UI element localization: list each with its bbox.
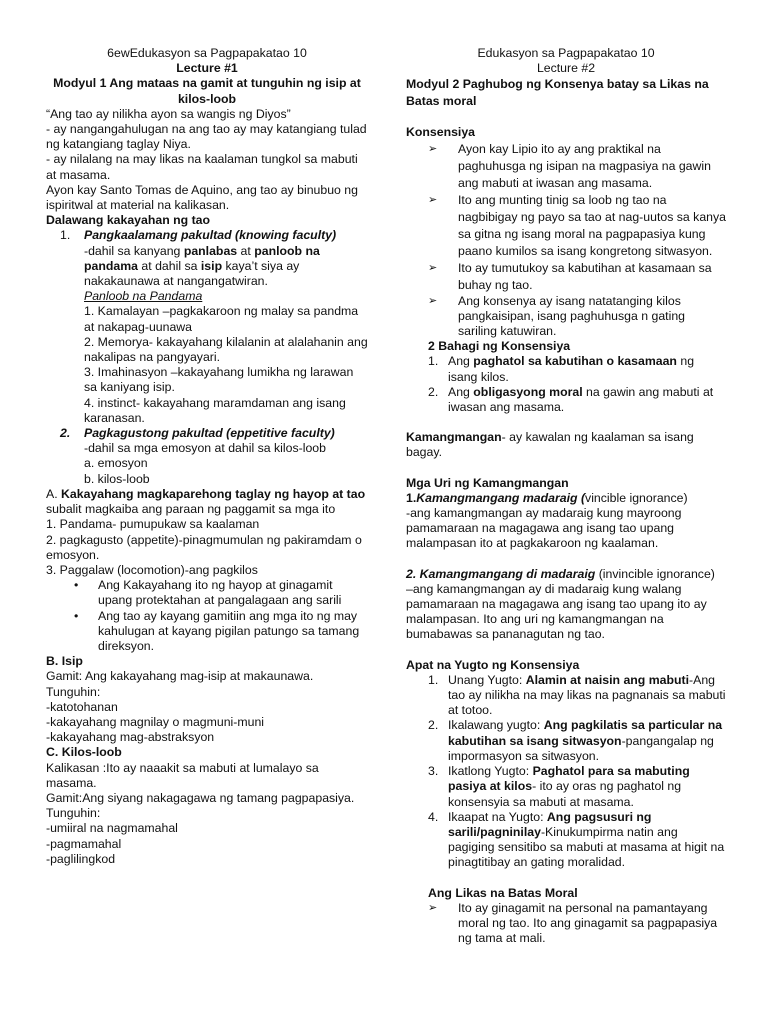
faculty-title: Pagkagustong pakultad (eppetitive faculty) [84,426,335,441]
arrow-bullet-icon: ➢ [428,193,438,206]
yugto-text [448,673,726,719]
bahagi-item [406,385,726,415]
a-list-item: 1. Pandama- pumupukaw sa kaalaman [46,517,260,532]
yugto-item [406,673,726,719]
text-run: na gawin ang mabuti at iwasan ang masama. [448,384,714,415]
paragraph-1: - ay nangangahulugan na ang tao ay may katangiang tulad ng katangiang taglay Niya. [46,122,367,152]
lecture-2-number: Lecture #2 [536,61,596,76]
text-run: at [237,243,255,258]
kamangmangan-definition [406,430,726,460]
text-run: Ang [448,384,474,399]
isip-tunguhin-item: -kakayahang mag-abstraksyon [46,730,215,745]
item-number: 1. [428,354,439,369]
konsensiya-heading: Konsensiya [406,125,476,140]
arrow-bullet-icon: ➢ [428,142,438,155]
isip-gamit: Gamit: Ang kakayahang mag-isip at makaunawa. [46,669,314,684]
kilos-loob-tunguhin-item: -pagmamahal [46,836,122,851]
bullet-dot-icon: • [74,608,79,623]
item-number: 2. [60,426,71,441]
kilos-loob-tunguhin-item: -paglilingkod [46,851,116,866]
text-run: subalit magkaiba ang paraan ng paggamit sa mga ito [46,502,336,517]
item-number: 4. [428,809,439,824]
bahagi-text [448,385,726,415]
text-run: -Kinukumpirma natin ang pagiging sensitibo sa mabuti at masama at higit na pinagtitibay an gating moralidad. [448,824,725,870]
text-run-bold: Kakayahang magkaparehong taglay ng hayop at tao [61,486,366,501]
module-1-title: Modyul 1 Ang mataas na gamit at tunguhin ng isip at kilos-loob [53,76,361,106]
text-run: Ikaapat na Yugto: [448,809,547,824]
kilos-loob-gamit: Gamit:Ang siyang nakagagawa ng tamang pagpapasiya. [46,790,355,805]
yugto-item [406,718,726,764]
konsensiya-text: Ang konsenya ay isang natatanging kilos pangkaisipan, isang paghuhusga n gating sariling katuwiran. [458,293,685,339]
bahagi-text [448,354,726,384]
text-run-bold: Alamin at naisin ang mabuti [525,672,690,687]
tunguhin-label: Tunguhin: [46,684,101,699]
text-run: Unang Yugto: [448,672,526,687]
lecture-2-title: Edukasyon sa Pagpapakatao 10 [477,46,655,60]
likas-item [406,901,726,947]
uri-1-definition: -ang kamangmangan ay madaraig kung mayroong pamamaraan na magagawa ang isang tao upang malampasan ito at pagkakaroon ng kaalaman. [406,506,682,551]
isip-tunguhin-item: -katotohanan [46,699,118,714]
pandama-item: 4. instinct- kakayahang maramdaman ang isang karanasan. [84,395,346,425]
isip-tunguhin-item: -kakayahang magnilay o magmuni-muni [46,714,265,729]
yugto-item [406,810,726,871]
yugto-item [406,764,726,810]
yugto-text [448,810,726,871]
module-2-title: Modyul 2 Paghubog ng Konsenya batay sa Likas na Batas moral [406,77,709,109]
term: Kamangmangan [406,430,502,445]
text-run-bold: Paghatol para sa mabuting pasiya at kilos [448,764,690,794]
uri-2-title [406,567,726,582]
text-run-bold: isip [200,258,223,273]
item-number: 1. [428,672,439,687]
arrow-bullet-icon: ➢ [428,261,438,274]
lecture-1-column [46,46,368,867]
arrow-bullet-icon: ➢ [428,901,438,914]
pandama-item: 2. Memorya- kakayahang kilalanin at alalahanin ang nakalipas na pangyayari. [84,334,368,365]
section-b-heading: B. Isip [46,654,83,669]
konsensiya-item [406,192,726,260]
bullet-text: Ang Kakayahang ito ng hayop at ginagamit upang protektahan at pangalagaan ang sarili [98,578,342,608]
text-run: A. [46,486,62,501]
pandama-item: 3. Imahinasyon –kakayahang lumikha ng larawan sa kaniyang isip. [84,365,354,395]
english-term: vincible ignorance) [585,490,688,505]
uri-2-definition: –ang kamangmangan ay di madaraig kung walang pamamaraan na magagawa ang isang tao upang ito ay malampasan. Ito ang uri ng kamangmangan na bumabawas sa pananagutan ng tao. [406,581,707,642]
konsensiya-item [406,260,726,294]
pandama-item: 1. Kamalayan –pagkakaroon ng malay sa pandma at nakapag-uunawa [84,304,359,334]
item-number: 2. [428,384,439,399]
text-run: kaya’t siya ay nakakaunawa at nangangatwiran. [84,258,300,289]
item-number: 3. [428,764,439,779]
bullet-dot-icon: • [74,578,79,593]
term: Kamangmangang madaraig ( [416,490,586,505]
likas-text: Ito ay ginagamit na personal na pamantayang moral ng tao. Ito ang ginagamit sa pagpapasiya ng tama at mali. [458,900,718,946]
text-run: Ikalawang yugto: [448,718,544,733]
text-run: -pangangalap ng impormasyon sa sitwasyon. [448,733,714,763]
kilos-loob-tunguhin-item: -umiiral na nagmamahal [46,821,178,836]
text-run: at dahil sa [138,258,201,273]
a-list-item: 3. Paggalaw (locomotion)-ang pagkilos [46,562,258,577]
konsensiya-text: Ito ang munting tinig sa loob ng tao na nagbibigay ng payo sa tao at nag-uutos sa kanya sa gitna ng isang moral na pagpapasiya kung paano kumilos sa isang kongretong sitwasyon. [458,192,726,258]
paragraph-3: Ayon kay Santo Tomas de Aquino, ang tao ay binubuo ng ispiritwal at material na kalikasan. [46,182,358,213]
text-run-bold: obligasyong moral [473,384,583,399]
konsensiya-text: Ayon kay Lipio ito ay ang praktikal na paghuhusga ng isipan na magpasiya na gawin ang mabuti at iwasan ang masama. [458,141,711,190]
sub-item: b. kilos-loob [84,471,150,486]
a-list-item: 2. pagkagusto (appetite)-pinagmumulan ng pakiramdam o emosyon. [46,532,362,562]
text-run: -Ang tao ay nilikha na may likas na pagnanais sa mabuti at totoo. [448,672,726,718]
term: 2. Kamangmangang di madaraig [406,566,596,581]
lecture-1-number: Lecture #1 [176,61,238,76]
faculty-title: Pangkaalamang pakultad (knowing faculty) [84,228,337,243]
text-run-bold: panloob na pandama [84,243,320,273]
text-run: Ikatlong Yugto: [448,764,533,779]
arrow-bullet-icon: ➢ [428,294,438,307]
text-run: - ito ay oras ng paghatol ng konsensyia sa mabuti at masama. [448,779,682,809]
paragraph-2: - ay nilalang na may likas na kaalaman tungkol sa mabuti at masama. [46,152,358,182]
bullet-text: Ang tao ay kayang gamitiin ang mga ito ng may kahulugan at kayang pigilan patungo sa tamang direksyon. [98,608,360,653]
spacer [406,552,726,567]
section-a-heading [46,487,368,517]
konsensiya-text: Ito ay tumutukoy sa kabutihan at kasamaan sa buhay ng tao. [458,260,712,292]
dalawang-kakayahan-heading: Dalawang kakayahan ng tao [46,213,211,228]
uri-1-title [406,491,726,506]
spacer [406,871,726,886]
likas-heading: Ang Likas na Batas Moral [428,885,578,900]
sub-item: a. emosyon [84,456,148,471]
faculty-item-1 [46,228,368,426]
tunguhin-label: Tunguhin: [46,806,101,821]
faculty-description: -dahil sa mga emosyon at dahil sa kilos-loob [84,441,326,456]
faculty-item-2 [46,426,368,487]
yugto-heading: Apat na Yugto ng Konsensiya [406,657,580,672]
definition: - ay kawalan ng kaalaman sa isang bagay. [406,430,694,460]
spacer [406,415,726,430]
konsensiya-item [406,141,726,192]
text-run-bold: panlabas [183,243,238,258]
yugto-text [448,718,726,764]
faculty-description [84,244,368,290]
section-c-heading: C. Kilos-loob [46,745,122,760]
quote: “Ang tao ay nilikha ayon sa wangis ng Diyos” [46,106,291,121]
spacer [406,643,726,658]
konsensiya-item [406,294,726,340]
lecture-2-column [406,46,726,946]
uri-heading: Mga Uri ng Kamangmangan [406,475,569,490]
lecture-1-title: 6ewEdukasyon sa Pagpapakatao 10 [107,46,307,60]
text-run: -dahil sa kanyang [84,243,184,258]
bahagi-item [406,354,726,384]
kilos-loob-kalikasan: Kalikasan :Ito ay naaakit sa mabuti at lumalayo sa masama. [46,760,319,790]
yugto-text [448,764,726,810]
item-number: 1. [60,228,71,243]
text-run: ng isang kilos. [448,354,695,384]
item-number: 1. [406,490,417,505]
text-run-bold: Ang pagkilatis sa particular na kabutihan sa isang sitwasyon [448,718,723,748]
spacer [406,110,726,125]
bullet-item [60,578,368,608]
bullet-item [60,609,368,655]
spacer [406,461,726,476]
bahagi-heading: 2 Bahagi ng Konsensiya [428,339,571,354]
english-term: (invincible ignorance) [595,566,715,581]
text-run-bold: paghatol sa kabutihan o kasamaan [473,354,677,369]
panloob-heading: Panloob na Pandama [84,289,203,304]
text-run: Ang [448,354,474,369]
item-number: 2. [428,718,439,733]
text-run-bold: Ang pagsusuri ng sarili/pagninilay [448,809,652,839]
